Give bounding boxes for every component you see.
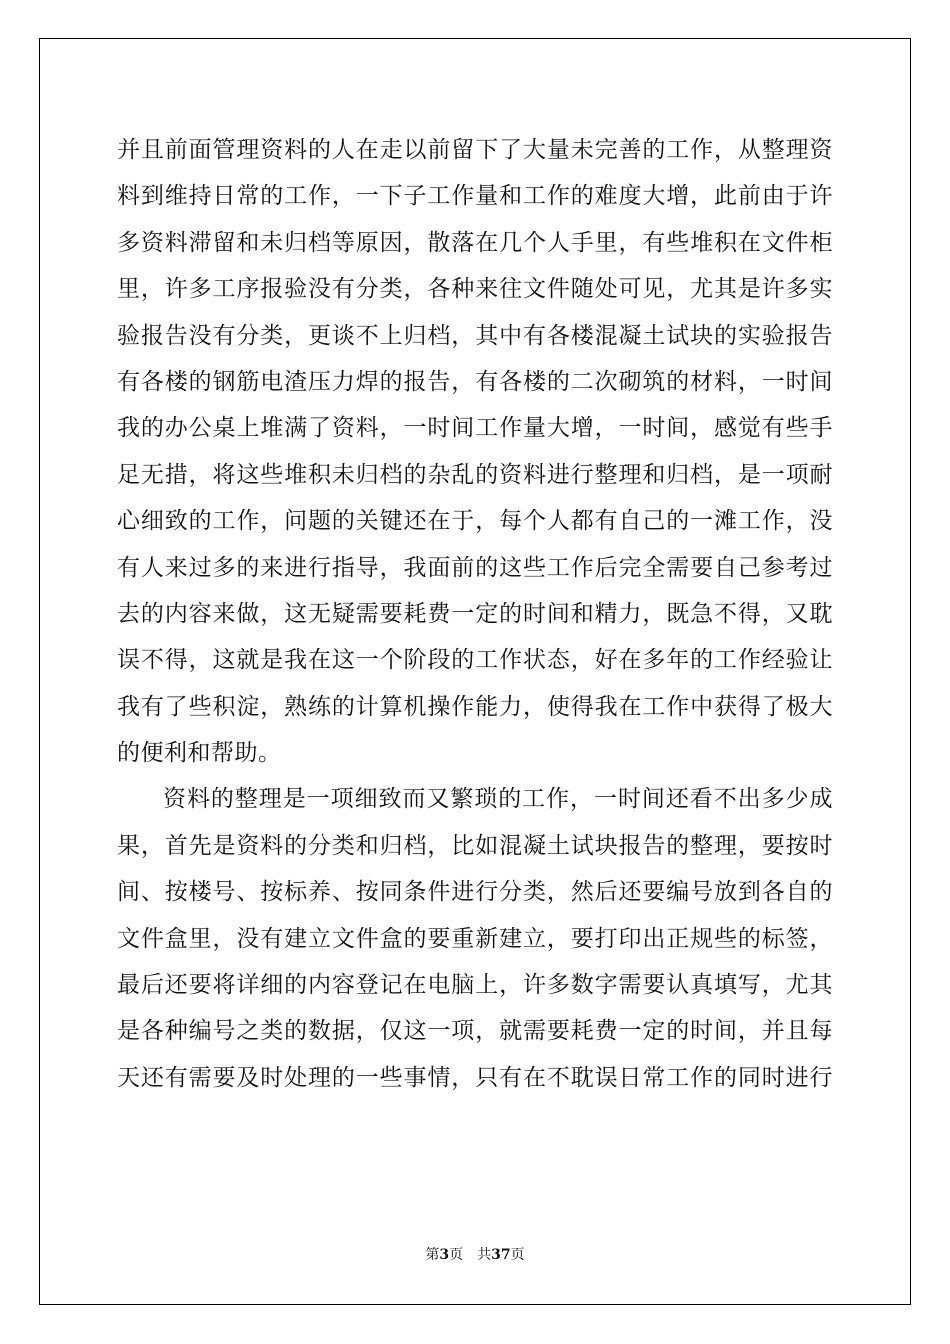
text-line: 的便利和帮助。 bbox=[117, 740, 282, 767]
page-suffix: 页 bbox=[449, 1247, 464, 1263]
text-line: 误不得，这就是我在这一个阶段的工作状态，好在多年的工作经验让 bbox=[117, 647, 833, 674]
page-number: 3 bbox=[439, 1247, 450, 1263]
text-line: 里，许多工序报验没有分类，各种来往文件随处可见，尤其是许多实 bbox=[117, 276, 833, 303]
text-line: 心细致的工作，问题的关键还在于，每个人都有自己的一滩工作，没 bbox=[117, 508, 833, 535]
text-line: 资料的整理是一项细致而又繁琐的工作，一时间还看不出多少成 bbox=[163, 786, 833, 813]
text-line: 我有了些积淀，熟练的计算机操作能力，使得我在工作中获得了极大 bbox=[117, 693, 833, 720]
total-pages: 37 bbox=[491, 1247, 511, 1263]
paragraph-1 bbox=[117, 127, 833, 776]
text-line: 我的办公桌上堆满了资料，一时间工作量大增，一时间，感觉有些手 bbox=[117, 415, 833, 442]
total-suffix: 页 bbox=[510, 1247, 525, 1263]
text-line: 有人来过多的来进行指导，我面前的这些工作后完全需要自己参考过 bbox=[117, 554, 833, 581]
text-line: 天还有需要及时处理的一些事情，只有在不耽误日常工作的同时进行 bbox=[117, 1064, 833, 1091]
text-line: 是各种编号之类的数据，仅这一项，就需要耗费一定的时间，并且每 bbox=[117, 1018, 833, 1045]
text-line: 文件盒里，没有建立文件盒的要重新建立，要打印出正规些的标签， bbox=[117, 925, 833, 952]
document-body bbox=[117, 127, 833, 1101]
text-line: 多资料滞留和未归档等原因，散落在几个人手里，有些堆积在文件柜 bbox=[117, 229, 833, 256]
page-footer bbox=[0, 1244, 950, 1264]
text-line: 有各楼的钢筋电渣压力焊的报告，有各楼的二次砌筑的材料，一时间 bbox=[117, 368, 833, 395]
text-line: 并且前面管理资料的人在走以前留下了大量未完善的工作，从整理资 bbox=[117, 137, 833, 163]
paragraph-2 bbox=[117, 776, 833, 1101]
text-line: 去的内容来做，这无疑需要耗费一定的时间和精力，既急不得，又耽 bbox=[117, 600, 833, 627]
text-line: 间、按楼号、按标养、按同条件进行分类，然后还要编号放到各自的 bbox=[117, 879, 833, 906]
page-prefix: 第 bbox=[425, 1247, 440, 1263]
text-line: 验报告没有分类，更谈不上归档，其中有各楼混凝土试块的实验报告 bbox=[117, 322, 833, 349]
text-line: 料到维持日常的工作，一下子工作量和工作的难度大增，此前由于许 bbox=[117, 183, 833, 210]
total-prefix: 共 bbox=[477, 1247, 492, 1263]
text-line: 果，首先是资料的分类和归档，比如混凝土试块报告的整理，要按时 bbox=[117, 832, 833, 859]
text-line: 足无措，将这些堆积未归档的杂乱的资料进行整理和归档，是一项耐 bbox=[117, 461, 833, 488]
text-line: 最后还要将详细的内容登记在电脑上，许多数字需要认真填写，尤其 bbox=[117, 972, 833, 999]
